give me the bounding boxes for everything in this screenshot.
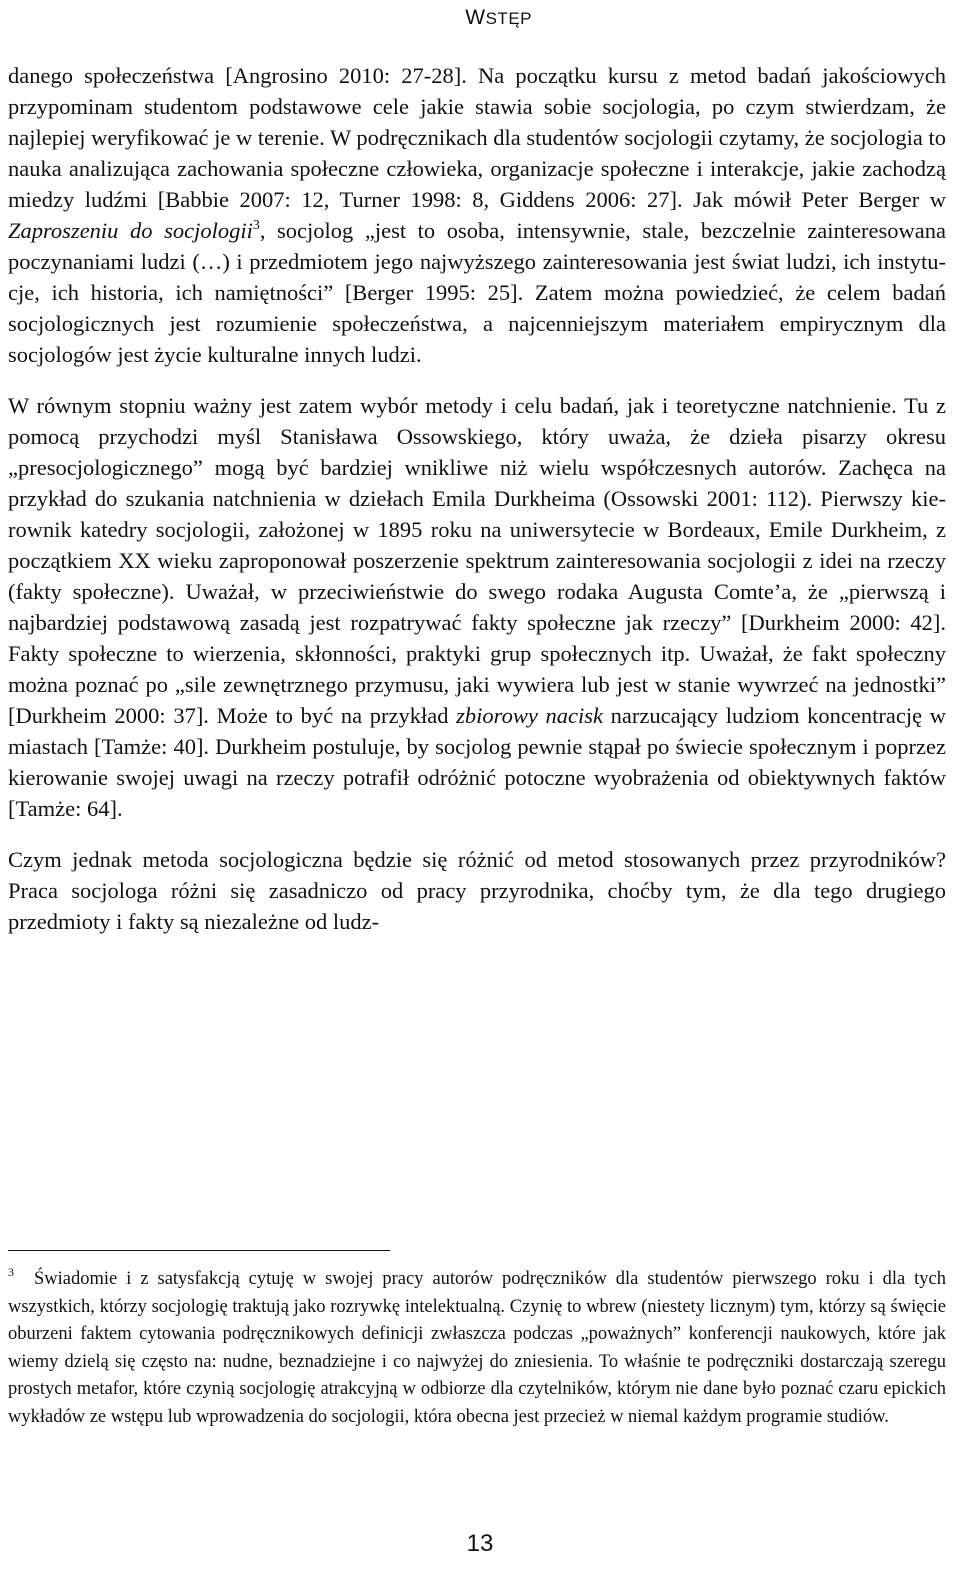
- paragraph-2-text-b: narzucający ludziom koncentrację w miastach [Tamże: 40]. Durkheim postuluje, by socjolog pewnie stąpał po świecie społecznym i poprzez kierowanie swojej uwagi na rzeczy potrafił odróżnić potoczne wyobrażenia od obiektywnych faktów [Tamże: 64].: [8, 703, 946, 821]
- paragraph-1: [8, 60, 946, 370]
- footnote: [8, 1266, 946, 1431]
- paragraph-2: [8, 390, 946, 824]
- paragraph-2-text-a: W równym stopniu ważny jest zatem wybór metody i celu badań, jak i teoretyczne natchnienie. Tu z pomocą przychodzi myśl Stanisława Ossowskiego, który uważa, że dzieła pisarzy okresu „presocjologicznego” mogą być bardziej wnikliwe niż wielu współczesnych autorów. Zachęca na przykład do szukania natchnienia w dziełach Emila Durkheima (Ossowski 2001: 112). Pierwszy kierownik katedry socjologii, założonej w 1895 roku na uniwersytecie w Bordeaux, Emile Durkheim, z początkiem XX wieku zaproponował poszerzenie spektrum zainteresowania socjologii z idei na rzeczy (fakty społeczne). Uważał, w przeciwieństwie do swego rodaka Augusta Comte’a, że „pierwszą i najbardziej podstawową zasadą jest rozpatrywać fakty społeczne jak rzeczy” [Durkheim 2000: 42]. Fakty społeczne to wierzenia, skłonności, praktyki grup społecznych itp. Uważał, że fakt społeczny można poznać po „sile zewnętrznego przymusu, jaki wywiera lub jest w stanie wywrzeć na jednostki” [Durkheim 2000: 37]. Może to być na przykład: [8, 393, 946, 728]
- paragraph-1-text-a: danego społeczeństwa [Angrosino 2010: 27-28]. Na początku kursu z metod badań jakościowych przypominam studentom podstawowe cele jakie stawia sobie socjologia, po czym stwierdzam, że najlepiej weryfikować je w terenie. W podręcznikach dla studentów socjologii czytamy, że socjologia to nauka analizująca zachowania społeczne człowieka, organizacje społeczne i interakcje, jakie zachodzą miedzy ludźmi [Babbie 2007: 12, Turner 1998: 8, Giddens 2006: 27]. Jak mówił Peter Berger w: [8, 63, 947, 212]
- running-header-initial: W: [465, 6, 486, 29]
- page-number: 13: [466, 1530, 494, 1557]
- footnote-reference: 3: [252, 218, 260, 233]
- running-header: [0, 6, 960, 30]
- paragraph-1-text-b: , socjolog „jest to osoba, intensywnie, stale, bezczelnie zainteresowana poczynaniami ludzi (…) i przedmiotem jego najwyższego zainteresowania jest świat ludzi, ich instytucje, ich historia, ich namiętności” [Berger 1995: 25]. Zatem można powiedzieć, że celem badań socjologicznych jest rozumienie społeczeństwa, a najcenniejszym materiałem empirycznym dla socjologów jest życie kulturalne innych ludzi.: [8, 218, 946, 367]
- body-text: [8, 60, 946, 937]
- term-italic: zbiorowy nacisk: [456, 703, 603, 728]
- footnote-text: Świadomie i z satysfakcją cytuję w swojej pracy autorów podręczników dla studentów pierwszego roku i dla tych wszystkich, którzy socjologię traktują jako rozrywkę intelektualną. Czynię to wbrew (niestety licznym) tym, którzy są święcie oburzeni faktem cytowania podręcznikowych definicji zwłaszcza podczas „poważnych” konferencji naukowych, które jak wiemy dzielą się często na: nudne, beznadziejne i co najwyżej do zniesienia. To właśnie te podręczniki dostarczają szeregu prostych metafor, które czynią socjologię atrakcyjną w odbiorze dla czytelników, którym nie dane było poznać czaru epickich wykładów ze wstępu lub wprowadzenia do socjologii, która obecna jest przecież w niemal każdym programie studiów.: [8, 1269, 946, 1427]
- running-header-rest: STĘP: [485, 9, 532, 28]
- footnote-number: 3: [8, 1265, 14, 1279]
- footnote-divider: [8, 1250, 390, 1251]
- paragraph-3: Czym jednak metoda socjologiczna będzie się różnić od metod stosowanych przez przyrodników? Praca socjologa różni się zasadniczo od pracy przyrodnika, choćby tym, że dla tego drugiego przedmioty i fakty są niezależne od ludz-: [8, 847, 946, 934]
- book-title-italic: Zaproszeniu do socjologii: [8, 218, 253, 243]
